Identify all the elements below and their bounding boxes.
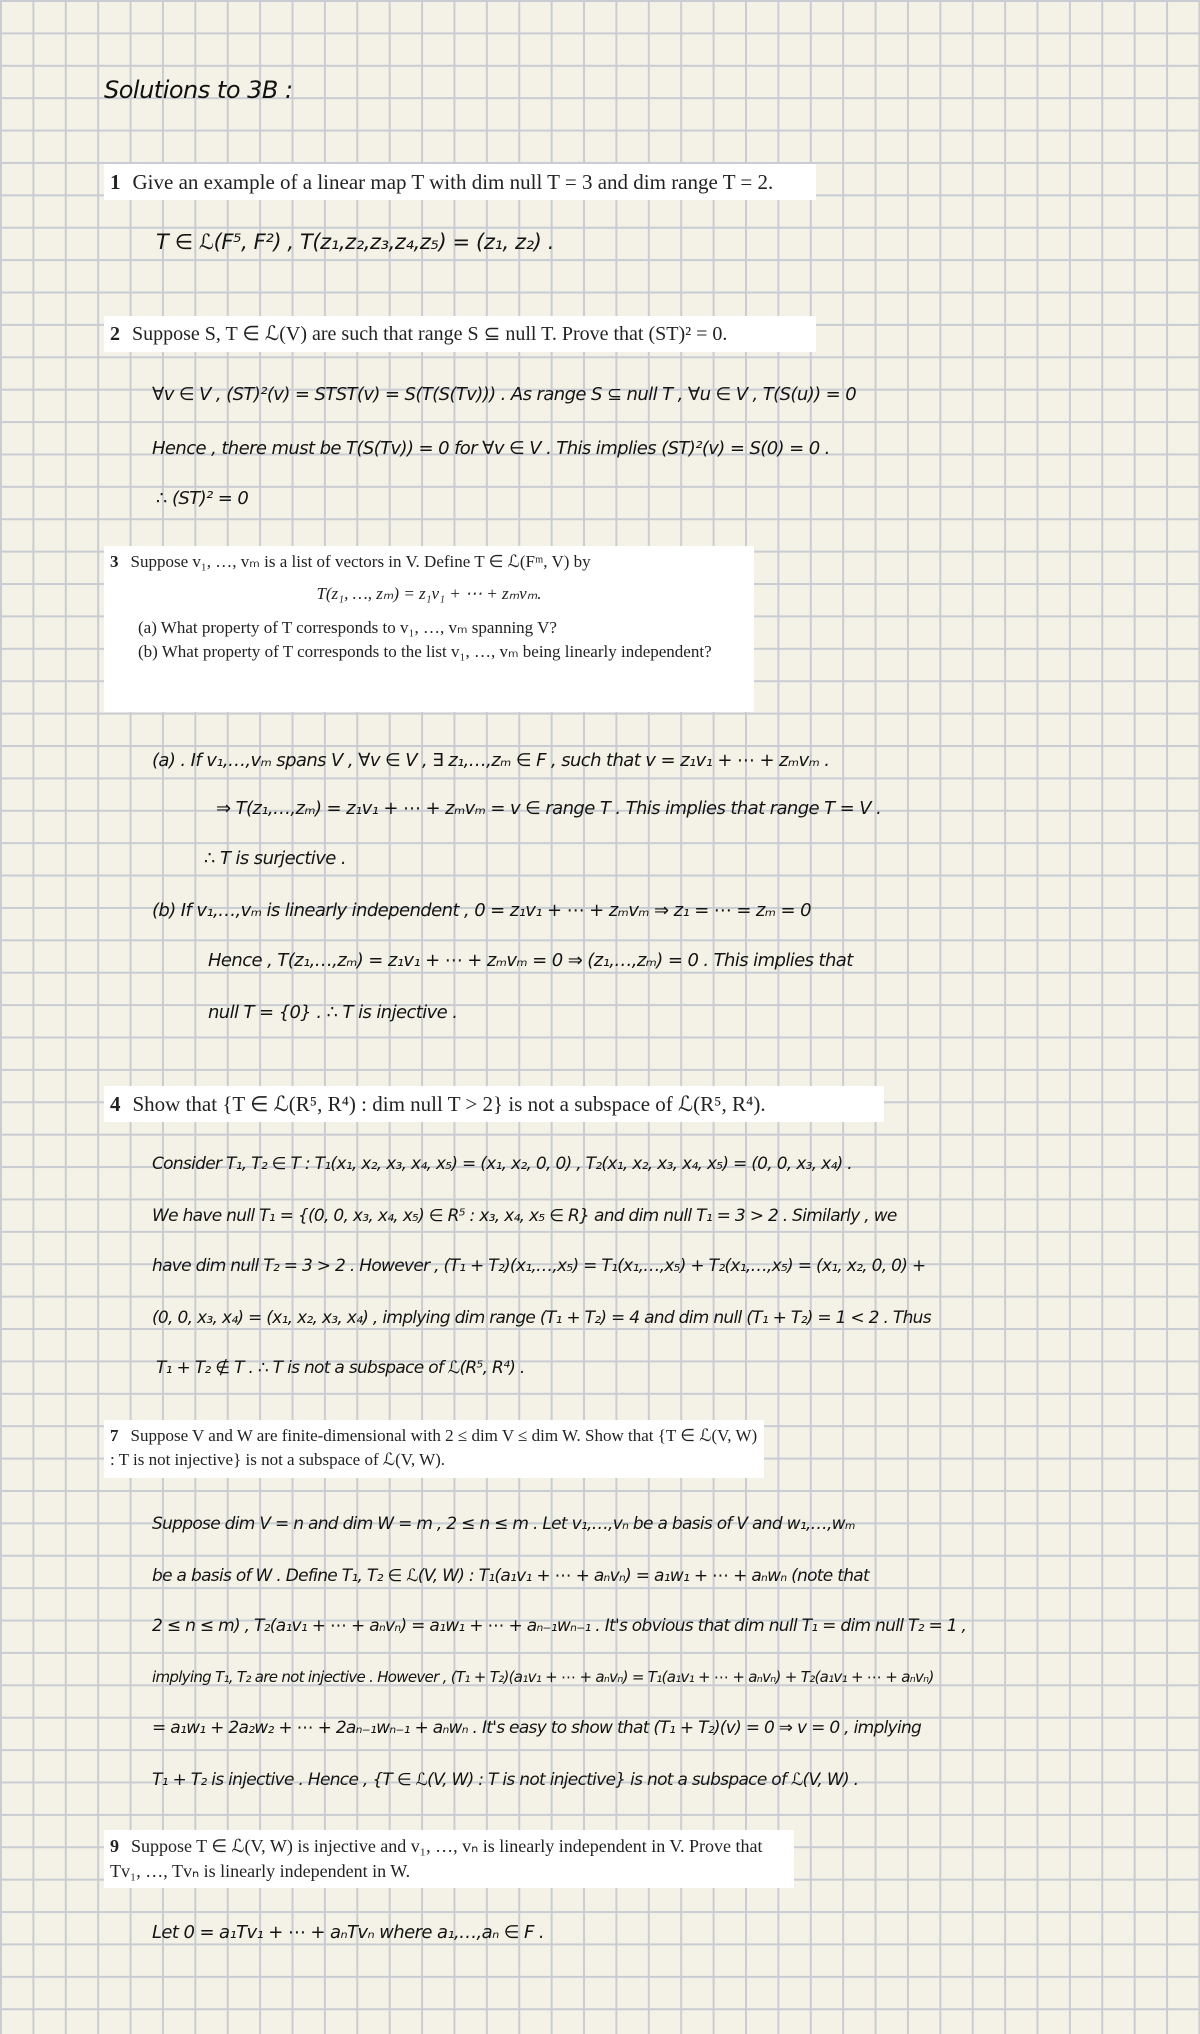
problem-3-intro xyxy=(110,550,748,574)
solution-3-line-2: ⇒ T(z₁,…,zₘ) = z₁v₁ + ⋯ + zₘvₘ = v ∈ range T . This implies that range T = V . xyxy=(216,798,882,819)
solution-3-line-5: Hence , T(z₁,…,zₘ) = z₁v₁ + ⋯ + zₘvₘ = 0 ⇒ (z₁,…,zₘ) = 0 . This implies that xyxy=(208,950,853,971)
problem-text: Suppose S, T ∈ ℒ(V) are such that range S ⊆ null T. Prove that (ST)² = 0. xyxy=(132,323,728,345)
part-b: (b) What property of T corresponds to the list v₁, …, vₘ being linearly independent? xyxy=(138,642,712,661)
solution-7-line-6: T₁ + T₂ is injective . Hence , {T ∈ ℒ(V, W) : T is not injective} is not a subspace of ℒ(V, W) . xyxy=(152,1770,859,1790)
solution-3-line-4: (b) If v₁,…,vₘ is linearly independent , 0 = z₁v₁ + ⋯ + zₘvₘ ⇒ z₁ = ⋯ = zₘ = 0 xyxy=(152,900,811,921)
solution-7-line-4: implying T₁, T₂ are not injective . However , (T₁ + T₂)(a₁v₁ + ⋯ + aₙvₙ) = T₁(a₁v₁ + ⋯ + aₙvₙ) + T₂(a₁v₁ + ⋯ + aₙvₙ) xyxy=(152,1668,934,1686)
solution-2-line-2: Hence , there must be T(S(Tv)) = 0 for ∀v ∈ V . This implies (ST)²(v) = S(0) = 0 . xyxy=(152,438,830,459)
solution-1-line-1: T ∈ ℒ(F⁵, F²) , T(z₁,z₂,z₃,z₄,z₅) = (z₁, z₂) . xyxy=(156,230,554,254)
problem-7-statement xyxy=(104,1420,764,1478)
problem-9-statement xyxy=(104,1830,794,1888)
solution-2-line-1: ∀v ∈ V , (ST)²(v) = STST(v) = S(T(S(Tv))) . As range S ⊆ null T , ∀u ∈ V , T(S(u)) = 0 xyxy=(152,384,857,405)
solution-4-line-2: We have null T₁ = {(0, 0, x₃, x₄, x₅) ∈ R⁵ : x₃, x₄, x₅ ∈ R} and dim null T₁ = 3 > 2 . Similarly , we xyxy=(152,1206,897,1226)
solution-3-line-1: (a) . If v₁,…,vₘ spans V , ∀v ∈ V , ∃ z₁,…,zₘ ∈ F , such that v = z₁v₁ + ⋯ + zₘvₘ . xyxy=(152,750,830,771)
problem-4-statement xyxy=(104,1086,884,1122)
solution-3-line-6: null T = {0} . ∴ T is injective . xyxy=(208,1002,458,1023)
problem-text: Suppose v₁, …, vₘ is a list of vectors in V. Define T ∈ ℒ(Fᵐ, V) by xyxy=(130,552,591,571)
problem-number: 3 xyxy=(110,552,119,571)
problem-text: Show that {T ∈ ℒ(R⁵, R⁴) : dim null T > 2} is not a subspace of ℒ(R⁵, R⁴). xyxy=(132,1092,766,1116)
solution-4-line-4: (0, 0, x₃, x₄) = (x₁, x₂, x₃, x₄) , implying dim range (T₁ + T₂) = 4 and dim null (T₁ + T₂) = 1 < 2 . Thus xyxy=(152,1308,931,1328)
problem-number: 9 xyxy=(110,1836,119,1856)
solution-9-line-1: Let 0 = a₁Tv₁ + ⋯ + aₙTvₙ where a₁,…,aₙ ∈ F . xyxy=(152,1922,545,1943)
problem-text: Give an example of a linear map T with dim null T = 3 and dim range T = 2. xyxy=(132,170,774,194)
problem-1-statement xyxy=(104,164,816,200)
solution-2-line-3: ∴ (ST)² = 0 xyxy=(156,488,249,509)
solution-7-line-3: 2 ≤ n ≤ m) , T₂(a₁v₁ + ⋯ + aₙvₙ) = a₁w₁ + ⋯ + aₙ₋₁wₙ₋₁ . It's obvious that dim null T₁ = dim null T₂ = 1 , xyxy=(152,1616,967,1636)
problem-number: 2 xyxy=(110,323,120,345)
solution-4-line-1: Consider T₁, T₂ ∈ T : T₁(x₁, x₂, x₃, x₄, x₅) = (x₁, x₂, 0, 0) , T₂(x₁, x₂, x₃, x₄, x₅) = (0, 0, x₃, x₄) . xyxy=(152,1154,852,1174)
problem-number: 7 xyxy=(110,1426,119,1445)
problem-number: 1 xyxy=(110,170,121,194)
page-title: Solutions to 3B : xyxy=(104,76,293,104)
problem-number: 4 xyxy=(110,1092,121,1116)
problem-3-statement xyxy=(104,546,754,712)
part-a: (a) What property of T corresponds to v₁, …, vₘ spanning V? xyxy=(138,618,557,637)
solution-4-line-5: T₁ + T₂ ∉ T . ∴ T is not a subspace of ℒ(R⁵, R⁴) . xyxy=(156,1358,525,1378)
solution-7-line-5: = a₁w₁ + 2a₂w₂ + ⋯ + 2aₙ₋₁wₙ₋₁ + aₙwₙ . It's easy to show that (T₁ + T₂)(v) = 0 ⇒ v = 0 , implying xyxy=(152,1718,922,1738)
solution-3-line-3: ∴ T is surjective . xyxy=(204,848,346,869)
solution-4-line-3: have dim null T₂ = 3 > 2 . However , (T₁ + T₂)(x₁,…,x₅) = T₁(x₁,…,x₅) + T₂(x₁,…,x₅) = (x₁, x₂, 0, 0) + xyxy=(152,1256,926,1276)
solution-7-line-2: be a basis of W . Define T₁, T₂ ∈ ℒ(V, W) : T₁(a₁v₁ + ⋯ + aₙvₙ) = a₁w₁ + ⋯ + aₙwₙ (note that xyxy=(152,1566,869,1586)
display-equation: T(z₁, …, zₘ) = z₁v₁ + ⋯ + zₘvₘ. xyxy=(316,584,542,603)
problem-3-parts xyxy=(110,616,748,664)
problem-2-statement xyxy=(104,316,816,352)
problem-text: Suppose V and W are finite-dimensional with 2 ≤ dim V ≤ dim W. Show that {T ∈ ℒ(V, W) : T is not injective} is not a subspace of ℒ(V, W). xyxy=(110,1426,758,1469)
problem-text: Suppose T ∈ ℒ(V, W) is injective and v₁, …, vₙ is linearly independent in V. Prove that Tv₁, …, Tvₙ is linearly independent in W. xyxy=(110,1836,763,1881)
solution-7-line-1: Suppose dim V = n and dim W = m , 2 ≤ n ≤ m . Let v₁,…,vₙ be a basis of V and w₁,…,wₘ xyxy=(152,1514,855,1534)
